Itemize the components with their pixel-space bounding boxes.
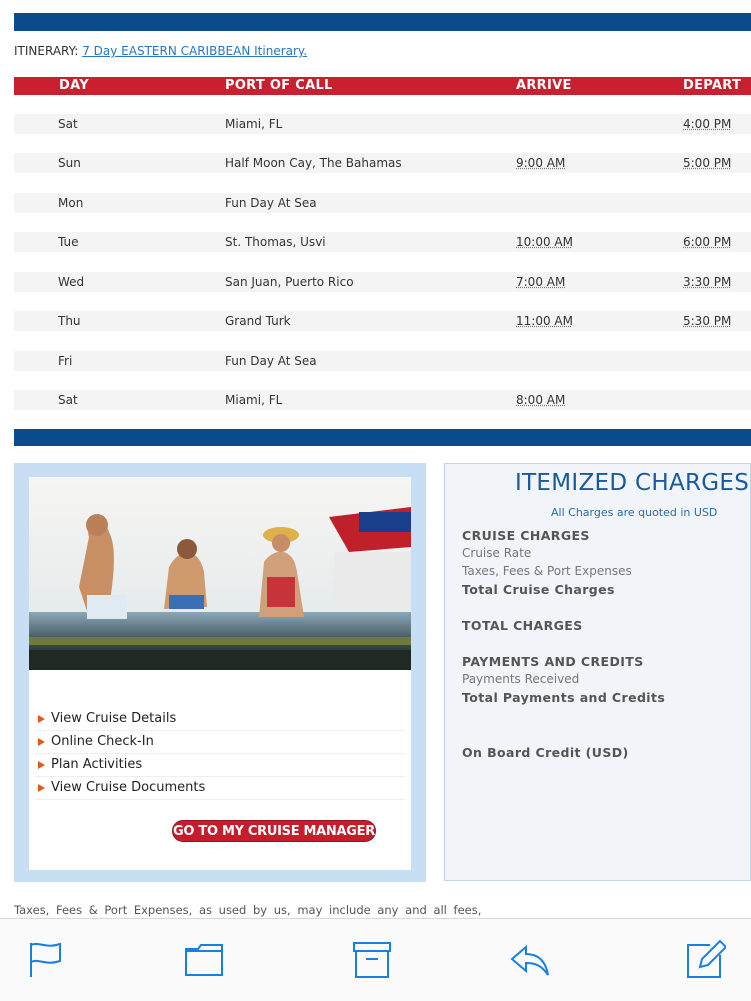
row-day: Fri <box>58 354 73 368</box>
chevron-right-icon: ▸ <box>270 846 278 861</box>
itinerary-bottom-bar <box>14 429 751 446</box>
total-cruise-charges-label: Total Cruise Charges <box>462 582 615 597</box>
itinerary-table-header <box>14 77 751 95</box>
link-label: Plan Activities <box>51 757 143 772</box>
compose-icon[interactable] <box>686 939 726 979</box>
row-depart[interactable]: 6:00 PM <box>683 235 732 249</box>
mail-toolbar <box>0 918 751 1001</box>
row-arrive[interactable]: 11:00 AM <box>516 314 573 328</box>
flag-icon[interactable] <box>26 939 66 979</box>
link-label: View Cruise Details <box>51 711 177 726</box>
table-row <box>14 153 751 173</box>
go-to-cruise-manager-button[interactable] <box>172 820 376 861</box>
row-day: Thu <box>58 314 81 328</box>
reply-icon[interactable] <box>510 939 550 979</box>
online-check-in-link[interactable] <box>35 731 405 754</box>
col-port: PORT OF CALL <box>225 78 333 93</box>
cruise-links <box>35 708 405 800</box>
row-day: Wed <box>58 275 85 289</box>
arrow-right-icon <box>38 761 45 769</box>
row-arrive[interactable]: 10:00 AM <box>516 235 573 249</box>
view-cruise-details-link[interactable] <box>35 708 405 731</box>
row-port: Grand Turk <box>225 314 291 328</box>
view-cruise-documents-link[interactable] <box>35 777 405 800</box>
row-arrive[interactable]: 7:00 AM <box>516 275 566 289</box>
button-label: GO TO MY CRUISE MANAGER <box>173 824 375 839</box>
row-depart[interactable]: 5:00 PM <box>683 156 732 170</box>
col-arrive: ARRIVE <box>516 78 572 93</box>
cruise-photo <box>29 477 411 670</box>
cruise-manager-panel <box>14 463 426 882</box>
row-port: Half Moon Cay, The Bahamas <box>225 156 402 170</box>
row-port: St. Thomas, Usvi <box>225 235 326 249</box>
row-port: Fun Day At Sea <box>225 196 317 210</box>
itinerary-line <box>14 44 307 58</box>
table-row <box>14 232 751 252</box>
row-arrive[interactable]: 8:00 AM <box>516 393 566 407</box>
arrow-right-icon <box>38 784 45 792</box>
cruise-photo-illustration <box>29 477 411 670</box>
footnote-text: Taxes, Fees & Port Expenses, as used by us, may include any and all fees, <box>14 903 482 917</box>
row-port: Fun Day At Sea <box>225 354 317 368</box>
row-depart[interactable]: 4:00 PM <box>683 117 732 131</box>
table-row <box>14 114 751 134</box>
link-label: View Cruise Documents <box>51 780 206 795</box>
row-depart[interactable]: 5:30 PM <box>683 314 732 328</box>
total-charges-heading: TOTAL CHARGES <box>462 618 583 633</box>
table-row <box>14 311 751 331</box>
cruise-charges-heading: CRUISE CHARGES <box>462 528 590 543</box>
row-port: San Juan, Puerto Rico <box>225 275 354 289</box>
link-label: Online Check-In <box>51 734 154 749</box>
itinerary-link[interactable]: 7 Day EASTERN CARIBBEAN Itinerary. <box>82 44 308 58</box>
cruise-rate-label: Cruise Rate <box>462 546 532 560</box>
col-depart: DEPART <box>683 78 742 93</box>
folder-icon[interactable] <box>184 939 224 979</box>
itemized-charges-panel <box>444 463 751 881</box>
row-day: Mon <box>58 196 84 210</box>
payments-credits-heading: PAYMENTS AND CREDITS <box>462 654 644 669</box>
plan-activities-link[interactable] <box>35 754 405 777</box>
charges-title: ITEMIZED CHARGES <box>515 470 750 496</box>
itinerary-top-bar <box>14 13 751 31</box>
archive-icon[interactable] <box>352 939 392 979</box>
row-day: Sat <box>58 117 78 131</box>
row-depart[interactable]: 3:30 PM <box>683 275 732 289</box>
total-payments-label: Total Payments and Credits <box>462 690 666 705</box>
itinerary-label: ITINERARY: <box>14 44 79 58</box>
table-row <box>14 193 751 213</box>
row-arrive[interactable]: 9:00 AM <box>516 156 566 170</box>
cruise-manager-card <box>29 477 411 870</box>
table-row <box>14 351 751 371</box>
arrow-right-icon <box>38 715 45 723</box>
row-day: Sat <box>58 393 78 407</box>
col-day: DAY <box>59 78 89 93</box>
charges-subtitle: All Charges are quoted in USD <box>551 506 718 519</box>
row-day: Sun <box>58 156 81 170</box>
row-port: Miami, FL <box>225 393 283 407</box>
table-row <box>14 390 751 410</box>
taxes-label: Taxes, Fees & Port Expenses <box>462 564 632 578</box>
row-port: Miami, FL <box>225 117 283 131</box>
table-row <box>14 272 751 292</box>
onboard-credit-label: On Board Credit (USD) <box>462 745 629 760</box>
payments-received-label: Payments Received <box>462 672 580 686</box>
row-day: Tue <box>58 235 79 249</box>
arrow-right-icon <box>38 738 45 746</box>
